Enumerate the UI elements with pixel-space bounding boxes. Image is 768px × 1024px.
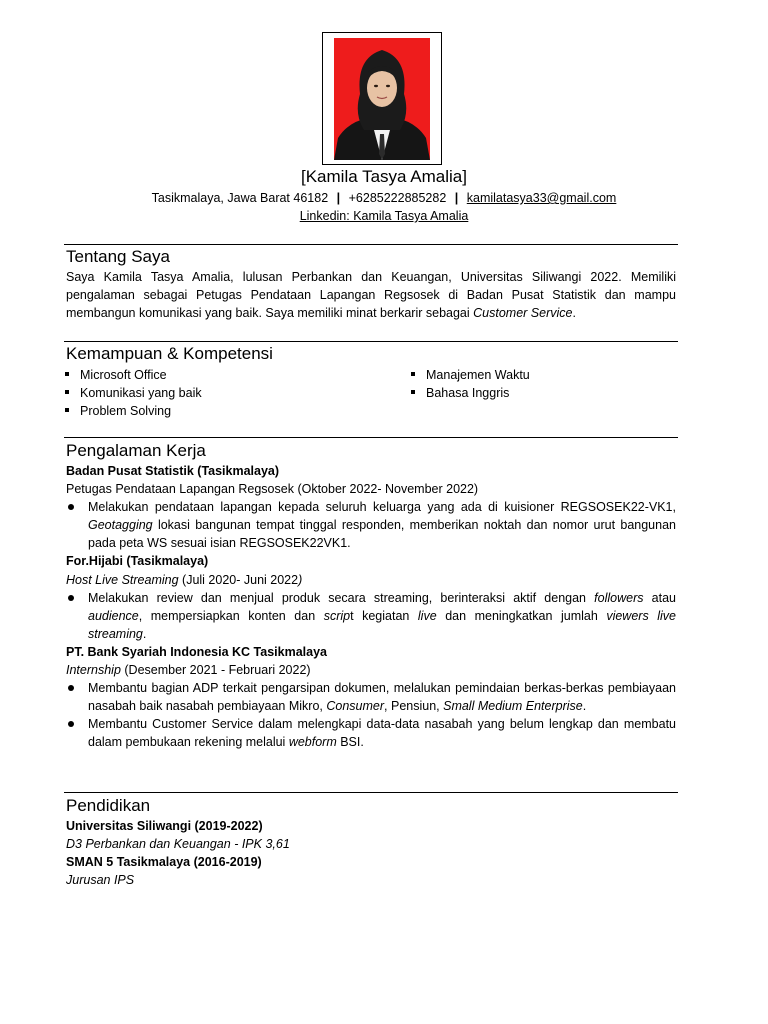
- address: Tasikmalaya, Jawa Barat 46182: [151, 191, 329, 205]
- contact-separator: |: [454, 191, 459, 205]
- skill-item: [64, 366, 202, 384]
- bullet-text-italic: followers: [594, 590, 644, 605]
- education-detail: D3 Perbankan dan Keuangan - IPK 3,61: [66, 837, 290, 852]
- job-role: Host Live Streaming: [66, 572, 179, 587]
- job-period-close: ): [298, 572, 303, 587]
- bullet-square-icon: [65, 408, 69, 412]
- job-period: (Oktober 2022- November 2022): [293, 482, 479, 497]
- bullet-text: .: [142, 626, 147, 641]
- linkedin-link[interactable]: Linkedin: Kamila Tasya Amalia: [299, 209, 469, 223]
- section-title-experience: Pengalaman Kerja: [66, 441, 206, 460]
- education-list: [66, 817, 676, 889]
- about-text: [66, 268, 676, 322]
- job-role-line: [66, 480, 676, 498]
- bullet-dot-icon: [68, 504, 74, 510]
- bullet-text: t kegiatan: [350, 608, 418, 623]
- bullet-text: Membantu Customer Service dalam melengkapi data-data nasabah yang belum lengkap dan membatu dalam pembukaan rekening melalui: [88, 717, 676, 750]
- bullet-text: Melakukan review dan menjual produk secara streaming, berinteraksi aktif dengan: [88, 590, 595, 605]
- skill-item: [64, 402, 202, 420]
- bullet-square-icon: [411, 372, 415, 376]
- section-title-skills: Kemampuan & Kompetensi: [66, 344, 273, 363]
- skill-label: Manajemen Waktu: [426, 368, 530, 382]
- bullet-text: .: [582, 699, 587, 714]
- bullet-text-italic: scrip: [323, 608, 351, 623]
- bullet-text-italic: Small Medium Enterprise: [443, 699, 583, 714]
- skill-label: Komunikasi yang baik: [80, 386, 202, 400]
- job-role: Internship: [66, 663, 121, 678]
- phone-number: +6285222885282: [348, 191, 447, 205]
- experience-list: [66, 462, 676, 752]
- bullet-text: , Pensiun,: [384, 699, 444, 714]
- education-detail: Jurusan IPS: [66, 873, 135, 888]
- about-text-part: Saya Kamila Tasya Amalia, lulusan Perbankan dan Keuangan, Universitas Siliwangi 2022. Memiliki pengalaman sebagai Petugas Pendataan Lapangan Regsosek di Badan Pusat Statistik dan mampu membangun komunikasi yang baik. Saya memiliki minat berkarir sebagai: [66, 270, 676, 321]
- job-bullet: [66, 589, 676, 643]
- bullet-text-italic: audience: [88, 608, 139, 623]
- job-period: (Juli 2020- Juni 2022: [178, 572, 299, 587]
- section-title-about: Tentang Saya: [66, 247, 170, 266]
- skill-label: Problem Solving: [80, 404, 172, 418]
- bullet-dot-icon: [68, 721, 74, 727]
- bullet-dot-icon: [68, 685, 74, 691]
- job-bullet: [66, 715, 676, 751]
- section-title-education: Pendidikan: [66, 796, 151, 815]
- section-divider: [64, 244, 678, 245]
- profile-photo-frame: [322, 32, 442, 165]
- bullet-text: BSI.: [336, 735, 364, 750]
- job-period: (Desember 2021 - Februari 2022): [120, 663, 311, 678]
- job-company: Badan Pusat Statistik (Tasikmalaya): [66, 464, 280, 478]
- section-divider: [64, 341, 678, 342]
- skill-item: [64, 384, 202, 402]
- bullet-dot-icon: [68, 595, 74, 601]
- job-bullet: [66, 679, 676, 715]
- education-school: SMAN 5 Tasikmalaya (2016-2019): [66, 855, 262, 870]
- education-school: Universitas Siliwangi (2019-2022): [66, 819, 263, 833]
- skill-label: Bahasa Inggris: [426, 386, 510, 400]
- bullet-square-icon: [411, 390, 415, 394]
- bullet-text: Membantu bagian ADP terkait pengarsipan dokumen, melalukan pemindaian berkas-berkas pembiayaan nasabah baik nasabah pembiayaan Mikro,: [88, 681, 676, 714]
- bullet-square-icon: [65, 372, 69, 376]
- about-text-italic: Customer Service: [473, 306, 573, 321]
- bullet-text: lokasi bangunan tempat tinggal responden, memberikan noktah dan nomor urut bangunan pada peta WS sesuai isian REGSOSEK22VK1.: [88, 518, 676, 551]
- section-divider: [64, 437, 678, 438]
- bullet-text-italic: live: [417, 608, 437, 623]
- job-role-line: [66, 661, 676, 679]
- bullet-text: Melakukan pendataan lapangan kepada seluruh keluarga yang ada di kuisioner REGSOSEK22-VK1,: [88, 500, 676, 515]
- profile-photo: [334, 38, 430, 160]
- bullet-text-italic: viewers live streaming: [88, 608, 676, 641]
- candidate-name: [Kamila Tasya Amalia]: [301, 167, 467, 186]
- bullet-text-italic: webform: [288, 735, 337, 750]
- skills-list-right: [410, 366, 530, 402]
- email-link[interactable]: kamilatasya33@gmail.com: [466, 191, 617, 205]
- skill-item: [410, 366, 530, 384]
- job-company: For.Hijabi (Tasikmalaya): [66, 554, 209, 569]
- job-company: PT. Bank Syariah Indonesia KC Tasikmalaya: [66, 644, 327, 659]
- bullet-text: atau: [643, 590, 676, 605]
- bullet-text-italic: Geotagging: [88, 518, 153, 533]
- job-role-line: [66, 571, 676, 589]
- skill-item: [410, 384, 530, 402]
- linkedin-line: [0, 208, 768, 225]
- contact-separator: |: [336, 191, 341, 205]
- skills-list-left: [64, 366, 202, 420]
- bullet-text-italic: Consumer: [326, 699, 385, 714]
- bullet-text: , mempersiapkan konten dan: [138, 608, 324, 623]
- contact-line: [0, 190, 768, 207]
- job-bullet: [66, 498, 676, 552]
- about-text-end: .: [572, 306, 576, 321]
- section-divider: [64, 792, 678, 793]
- bullet-text: dan meningkatkan jumlah: [436, 608, 607, 623]
- bullet-square-icon: [65, 390, 69, 394]
- skill-label: Microsoft Office: [80, 368, 167, 382]
- job-role: Petugas Pendataan Lapangan Regsosek: [66, 482, 294, 497]
